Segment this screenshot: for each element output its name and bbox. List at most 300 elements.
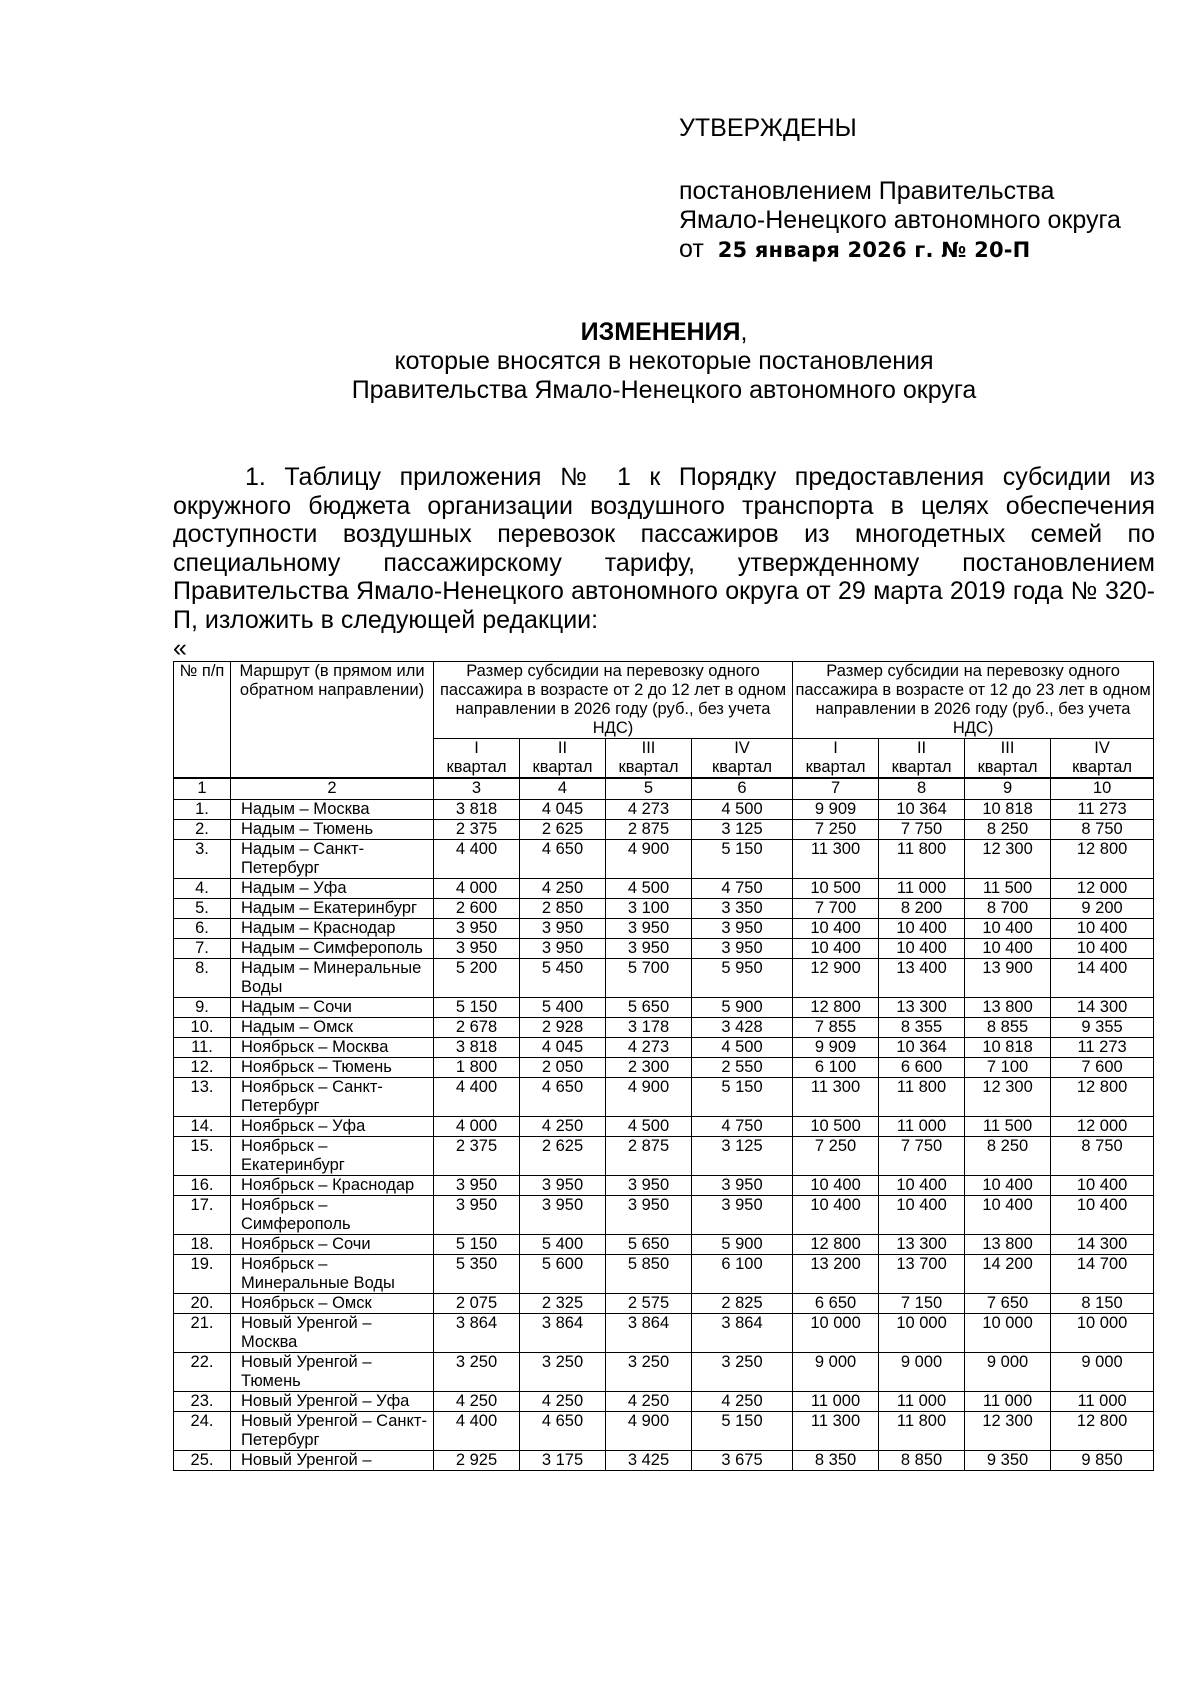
table-row bbox=[174, 1196, 1154, 1235]
row-number: 11. bbox=[174, 1038, 231, 1058]
value-cell: 3 178 bbox=[606, 1018, 692, 1038]
value-cell: 8 850 bbox=[879, 1451, 965, 1471]
table-row bbox=[174, 1353, 1154, 1392]
row-number: 19. bbox=[174, 1255, 231, 1294]
value-cell: 5 650 bbox=[606, 998, 692, 1018]
value-cell: 11 800 bbox=[879, 840, 965, 879]
value-cell: 3 350 bbox=[692, 899, 793, 919]
value-cell: 13 700 bbox=[879, 1255, 965, 1294]
value-cell: 10 500 bbox=[793, 879, 879, 899]
value-cell: 2 050 bbox=[520, 1058, 606, 1078]
value-cell: 3 950 bbox=[434, 939, 520, 959]
row-number: 6. bbox=[174, 919, 231, 939]
value-cell: 4 500 bbox=[692, 800, 793, 820]
route-cell: Надым – Екатеринбург bbox=[231, 899, 434, 919]
value-cell: 2 550 bbox=[692, 1058, 793, 1078]
column-number: 10 bbox=[1051, 778, 1154, 800]
value-cell: 12 800 bbox=[1051, 1412, 1154, 1451]
title-bold: ИЗМЕНЕНИЯ bbox=[580, 318, 741, 346]
value-cell: 10 400 bbox=[965, 1196, 1051, 1235]
column-number: 6 bbox=[692, 778, 793, 800]
value-cell: 4 750 bbox=[692, 879, 793, 899]
value-cell: 4 900 bbox=[606, 840, 692, 879]
approval-block bbox=[679, 114, 1179, 265]
title-line-2: которые вносятся в некоторые постановления bbox=[394, 347, 934, 375]
value-cell: 3 950 bbox=[606, 1176, 692, 1196]
row-number: 14. bbox=[174, 1117, 231, 1137]
row-number: 2. bbox=[174, 820, 231, 840]
route-cell: Надым – Минеральные Воды bbox=[231, 959, 434, 998]
value-cell: 10 400 bbox=[965, 919, 1051, 939]
approval-date-line bbox=[679, 235, 1179, 265]
value-cell: 10 400 bbox=[1051, 919, 1154, 939]
value-cell: 4 500 bbox=[606, 879, 692, 899]
quarter-roman: II bbox=[557, 739, 568, 757]
value-cell: 2 928 bbox=[520, 1018, 606, 1038]
value-cell: 2 925 bbox=[434, 1451, 520, 1471]
value-cell: 3 950 bbox=[520, 939, 606, 959]
value-cell: 6 600 bbox=[879, 1058, 965, 1078]
row-number: 9. bbox=[174, 998, 231, 1018]
value-cell: 7 150 bbox=[879, 1294, 965, 1314]
value-cell: 5 600 bbox=[520, 1255, 606, 1294]
route-cell: Новый Уренгой – Санкт-Петербург bbox=[231, 1412, 434, 1451]
value-cell: 2 625 bbox=[520, 820, 606, 840]
value-cell: 12 000 bbox=[1051, 879, 1154, 899]
quarter-roman: II bbox=[916, 739, 927, 757]
value-cell: 11 300 bbox=[793, 840, 879, 879]
route-cell: Новый Уренгой – bbox=[231, 1451, 434, 1471]
value-cell: 4 650 bbox=[520, 840, 606, 879]
table-row bbox=[174, 919, 1154, 939]
value-cell: 7 700 bbox=[793, 899, 879, 919]
value-cell: 10 500 bbox=[793, 1117, 879, 1137]
value-cell: 5 400 bbox=[520, 1235, 606, 1255]
value-cell: 2 375 bbox=[434, 820, 520, 840]
value-cell: 3 250 bbox=[606, 1353, 692, 1392]
value-cell: 11 300 bbox=[793, 1412, 879, 1451]
value-cell: 11 000 bbox=[793, 1392, 879, 1412]
route-cell: Ноябрьск – Краснодар bbox=[231, 1176, 434, 1196]
value-cell: 5 350 bbox=[434, 1255, 520, 1294]
route-cell: Надым – Сочи bbox=[231, 998, 434, 1018]
value-cell: 4 250 bbox=[606, 1392, 692, 1412]
row-number: 12. bbox=[174, 1058, 231, 1078]
approval-date: 25 января 2026 г. № 20-П bbox=[717, 238, 1031, 262]
value-cell: 5 150 bbox=[692, 840, 793, 879]
value-cell: 3 125 bbox=[692, 1137, 793, 1176]
value-cell: 4 750 bbox=[692, 1117, 793, 1137]
value-cell: 3 250 bbox=[434, 1353, 520, 1392]
value-cell: 14 400 bbox=[1051, 959, 1154, 998]
title-line-1 bbox=[173, 318, 1155, 347]
value-cell: 10 000 bbox=[1051, 1314, 1154, 1353]
value-cell: 11 000 bbox=[879, 879, 965, 899]
value-cell: 5 200 bbox=[434, 959, 520, 998]
quarter-header bbox=[434, 739, 520, 779]
row-number: 18. bbox=[174, 1235, 231, 1255]
column-number: 2 bbox=[231, 778, 434, 800]
value-cell: 9 000 bbox=[965, 1353, 1051, 1392]
value-cell: 4 900 bbox=[606, 1078, 692, 1117]
value-cell: 3 950 bbox=[520, 919, 606, 939]
table-row bbox=[174, 998, 1154, 1018]
header-route: Маршрут (в прямом или обратном направлении) bbox=[231, 662, 434, 779]
value-cell: 10 818 bbox=[965, 1038, 1051, 1058]
value-cell: 2 825 bbox=[692, 1294, 793, 1314]
quarter-header bbox=[793, 739, 879, 779]
value-cell: 11 273 bbox=[1051, 1038, 1154, 1058]
value-cell: 3 818 bbox=[434, 800, 520, 820]
value-cell: 9 909 bbox=[793, 800, 879, 820]
table-row bbox=[174, 1392, 1154, 1412]
value-cell: 4 500 bbox=[606, 1117, 692, 1137]
value-cell: 3 675 bbox=[692, 1451, 793, 1471]
quarter-word: квартал bbox=[446, 758, 507, 776]
value-cell: 12 800 bbox=[1051, 1078, 1154, 1117]
value-cell: 2 875 bbox=[606, 820, 692, 840]
quarter-word: квартал bbox=[1072, 758, 1133, 776]
value-cell: 11 000 bbox=[879, 1117, 965, 1137]
value-cell: 12 300 bbox=[965, 840, 1051, 879]
value-cell: 3 950 bbox=[692, 939, 793, 959]
value-cell: 10 000 bbox=[879, 1314, 965, 1353]
value-cell: 7 600 bbox=[1051, 1058, 1154, 1078]
value-cell: 3 950 bbox=[606, 919, 692, 939]
value-cell: 4 000 bbox=[434, 1117, 520, 1137]
row-number: 25. bbox=[174, 1451, 231, 1471]
value-cell: 3 818 bbox=[434, 1038, 520, 1058]
value-cell: 3 864 bbox=[606, 1314, 692, 1353]
value-cell: 9 355 bbox=[1051, 1018, 1154, 1038]
value-cell: 12 900 bbox=[793, 959, 879, 998]
value-cell: 12 300 bbox=[965, 1078, 1051, 1117]
value-cell: 13 300 bbox=[879, 998, 965, 1018]
value-cell: 11 000 bbox=[965, 1392, 1051, 1412]
value-cell: 5 900 bbox=[692, 1235, 793, 1255]
value-cell: 3 950 bbox=[692, 1176, 793, 1196]
table-row bbox=[174, 1451, 1154, 1471]
value-cell: 3 250 bbox=[692, 1353, 793, 1392]
route-cell: Ноябрьск – Омск bbox=[231, 1294, 434, 1314]
value-cell: 7 250 bbox=[793, 820, 879, 840]
route-cell: Новый Уренгой – Уфа bbox=[231, 1392, 434, 1412]
value-cell: 4 250 bbox=[520, 1392, 606, 1412]
route-cell: Надым – Омск bbox=[231, 1018, 434, 1038]
route-cell: Новый Уренгой – Тюмень bbox=[231, 1353, 434, 1392]
row-number: 22. bbox=[174, 1353, 231, 1392]
value-cell: 12 800 bbox=[1051, 840, 1154, 879]
value-cell: 3 950 bbox=[606, 1196, 692, 1235]
value-cell: 9 850 bbox=[1051, 1451, 1154, 1471]
value-cell: 10 400 bbox=[879, 939, 965, 959]
value-cell: 10 400 bbox=[793, 939, 879, 959]
row-number: 23. bbox=[174, 1392, 231, 1412]
value-cell: 8 350 bbox=[793, 1451, 879, 1471]
value-cell: 10 400 bbox=[793, 1176, 879, 1196]
route-cell: Ноябрьск – Минеральные Воды bbox=[231, 1255, 434, 1294]
value-cell: 4 400 bbox=[434, 840, 520, 879]
value-cell: 3 950 bbox=[692, 919, 793, 939]
value-cell: 9 000 bbox=[879, 1353, 965, 1392]
value-cell: 2 075 bbox=[434, 1294, 520, 1314]
value-cell: 14 700 bbox=[1051, 1255, 1154, 1294]
value-cell: 12 800 bbox=[793, 1235, 879, 1255]
row-number: 1. bbox=[174, 800, 231, 820]
value-cell: 11 300 bbox=[793, 1078, 879, 1117]
value-cell: 11 800 bbox=[879, 1078, 965, 1117]
value-cell: 10 000 bbox=[965, 1314, 1051, 1353]
value-cell: 10 000 bbox=[793, 1314, 879, 1353]
value-cell: 10 400 bbox=[965, 1176, 1051, 1196]
row-number: 5. bbox=[174, 899, 231, 919]
quarter-word: квартал bbox=[891, 758, 952, 776]
value-cell: 10 400 bbox=[793, 1196, 879, 1235]
quarter-roman: III bbox=[641, 739, 656, 757]
value-cell: 2 625 bbox=[520, 1137, 606, 1176]
value-cell: 3 950 bbox=[606, 939, 692, 959]
row-number: 24. bbox=[174, 1412, 231, 1451]
quarter-roman: I bbox=[474, 739, 479, 757]
value-cell: 5 150 bbox=[692, 1078, 793, 1117]
route-cell: Надым – Санкт-Петербург bbox=[231, 840, 434, 879]
column-number: 9 bbox=[965, 778, 1051, 800]
value-cell: 2 575 bbox=[606, 1294, 692, 1314]
value-cell: 3 428 bbox=[692, 1018, 793, 1038]
value-cell: 7 250 bbox=[793, 1137, 879, 1176]
value-cell: 8 250 bbox=[965, 820, 1051, 840]
quarter-header bbox=[692, 739, 793, 779]
value-cell: 10 364 bbox=[879, 800, 965, 820]
row-number: 10. bbox=[174, 1018, 231, 1038]
value-cell: 8 355 bbox=[879, 1018, 965, 1038]
table-row bbox=[174, 899, 1154, 919]
value-cell: 6 650 bbox=[793, 1294, 879, 1314]
header-num: № п/п bbox=[174, 662, 231, 779]
value-cell: 8 750 bbox=[1051, 1137, 1154, 1176]
value-cell: 9 909 bbox=[793, 1038, 879, 1058]
value-cell: 4 045 bbox=[520, 1038, 606, 1058]
value-cell: 14 200 bbox=[965, 1255, 1051, 1294]
value-cell: 4 400 bbox=[434, 1412, 520, 1451]
value-cell: 12 800 bbox=[793, 998, 879, 1018]
value-cell: 4 400 bbox=[434, 1078, 520, 1117]
value-cell: 8 200 bbox=[879, 899, 965, 919]
column-number: 7 bbox=[793, 778, 879, 800]
table-row bbox=[174, 1176, 1154, 1196]
table-row bbox=[174, 1117, 1154, 1137]
value-cell: 3 864 bbox=[692, 1314, 793, 1353]
row-number: 8. bbox=[174, 959, 231, 998]
value-cell: 11 273 bbox=[1051, 800, 1154, 820]
value-cell: 4 250 bbox=[434, 1392, 520, 1412]
value-cell: 13 800 bbox=[965, 998, 1051, 1018]
value-cell: 10 400 bbox=[793, 919, 879, 939]
value-cell: 4 650 bbox=[520, 1078, 606, 1117]
route-cell: Ноябрьск – Москва bbox=[231, 1038, 434, 1058]
table-row bbox=[174, 800, 1154, 820]
quarter-word: квартал bbox=[618, 758, 679, 776]
column-number: 8 bbox=[879, 778, 965, 800]
value-cell: 5 150 bbox=[434, 998, 520, 1018]
route-cell: Ноябрьск – Екатеринбург bbox=[231, 1137, 434, 1176]
quarter-header bbox=[1051, 739, 1154, 779]
quarter-roman: IV bbox=[1094, 739, 1110, 757]
value-cell: 2 678 bbox=[434, 1018, 520, 1038]
value-cell: 3 125 bbox=[692, 820, 793, 840]
value-cell: 3 950 bbox=[520, 1176, 606, 1196]
value-cell: 4 250 bbox=[692, 1392, 793, 1412]
value-cell: 11 500 bbox=[965, 1117, 1051, 1137]
value-cell: 13 900 bbox=[965, 959, 1051, 998]
column-number: 3 bbox=[434, 778, 520, 800]
value-cell: 4 500 bbox=[692, 1038, 793, 1058]
table-row bbox=[174, 1038, 1154, 1058]
value-cell: 5 400 bbox=[520, 998, 606, 1018]
table-row bbox=[174, 1314, 1154, 1353]
value-cell: 7 650 bbox=[965, 1294, 1051, 1314]
value-cell: 7 750 bbox=[879, 820, 965, 840]
value-cell: 3 175 bbox=[520, 1451, 606, 1471]
table-row bbox=[174, 1235, 1154, 1255]
opening-quote: « bbox=[173, 634, 187, 662]
quarter-header bbox=[879, 739, 965, 779]
row-number: 7. bbox=[174, 939, 231, 959]
table-row bbox=[174, 1412, 1154, 1451]
value-cell: 5 150 bbox=[692, 1412, 793, 1451]
value-cell: 7 100 bbox=[965, 1058, 1051, 1078]
value-cell: 10 400 bbox=[879, 1176, 965, 1196]
approval-line-2: Ямало-Ненецкого автономного округа bbox=[679, 206, 1121, 234]
value-cell: 5 900 bbox=[692, 998, 793, 1018]
value-cell: 5 150 bbox=[434, 1235, 520, 1255]
value-cell: 8 700 bbox=[965, 899, 1051, 919]
row-number: 16. bbox=[174, 1176, 231, 1196]
value-cell: 10 400 bbox=[879, 919, 965, 939]
value-cell: 13 400 bbox=[879, 959, 965, 998]
value-cell: 10 400 bbox=[879, 1196, 965, 1235]
title-line-3: Правительства Ямало-Ненецкого автономного округа bbox=[351, 376, 977, 404]
value-cell: 8 750 bbox=[1051, 820, 1154, 840]
table-row bbox=[174, 879, 1154, 899]
column-number: 5 bbox=[606, 778, 692, 800]
value-cell: 10 818 bbox=[965, 800, 1051, 820]
approval-line-1: постановлением Правительства bbox=[679, 177, 1055, 205]
table-row bbox=[174, 1137, 1154, 1176]
quarter-roman: IV bbox=[734, 739, 750, 757]
value-cell: 10 400 bbox=[1051, 1196, 1154, 1235]
value-cell: 10 400 bbox=[1051, 939, 1154, 959]
value-cell: 4 045 bbox=[520, 800, 606, 820]
route-cell: Надым – Москва bbox=[231, 800, 434, 820]
quarter-roman: III bbox=[1000, 739, 1015, 757]
value-cell: 8 150 bbox=[1051, 1294, 1154, 1314]
quarter-roman: I bbox=[833, 739, 838, 757]
value-cell: 5 700 bbox=[606, 959, 692, 998]
value-cell: 6 100 bbox=[793, 1058, 879, 1078]
value-cell: 8 250 bbox=[965, 1137, 1051, 1176]
value-cell: 10 400 bbox=[1051, 1176, 1154, 1196]
value-cell: 10 364 bbox=[879, 1038, 965, 1058]
value-cell: 8 855 bbox=[965, 1018, 1051, 1038]
value-cell: 5 450 bbox=[520, 959, 606, 998]
table-row bbox=[174, 1255, 1154, 1294]
value-cell: 2 875 bbox=[606, 1137, 692, 1176]
route-cell: Надым – Краснодар bbox=[231, 919, 434, 939]
value-cell: 9 200 bbox=[1051, 899, 1154, 919]
value-cell: 13 200 bbox=[793, 1255, 879, 1294]
table-row bbox=[174, 1078, 1154, 1117]
value-cell: 2 325 bbox=[520, 1294, 606, 1314]
value-cell: 7 855 bbox=[793, 1018, 879, 1038]
value-cell: 5 950 bbox=[692, 959, 793, 998]
value-cell: 4 273 bbox=[606, 1038, 692, 1058]
value-cell: 11 000 bbox=[879, 1392, 965, 1412]
value-cell: 4 900 bbox=[606, 1412, 692, 1451]
route-cell: Ноябрьск – Уфа bbox=[231, 1117, 434, 1137]
value-cell: 3 425 bbox=[606, 1451, 692, 1471]
row-number: 17. bbox=[174, 1196, 231, 1235]
row-number: 3. bbox=[174, 840, 231, 879]
quarter-word: квартал bbox=[805, 758, 866, 776]
header-group-12-23: Размер субсидии на перевозку одного пассажира в возрасте от 12 до 23 лет в одном направлении в 2026 году (руб., без учета НДС) bbox=[793, 662, 1154, 739]
value-cell: 3 864 bbox=[434, 1314, 520, 1353]
value-cell: 13 800 bbox=[965, 1235, 1051, 1255]
row-number: 4. bbox=[174, 879, 231, 899]
value-cell: 3 950 bbox=[434, 1196, 520, 1235]
quarter-word: квартал bbox=[977, 758, 1038, 776]
header-group-2-12: Размер субсидии на перевозку одного пассажира в возрасте от 2 до 12 лет в одном направлении в 2026 году (руб., без учета НДС) bbox=[434, 662, 793, 739]
subsidy-table bbox=[173, 661, 1154, 1471]
value-cell: 2 300 bbox=[606, 1058, 692, 1078]
value-cell: 9 000 bbox=[793, 1353, 879, 1392]
table-row bbox=[174, 1018, 1154, 1038]
value-cell: 1 800 bbox=[434, 1058, 520, 1078]
route-cell: Надым – Уфа bbox=[231, 879, 434, 899]
route-cell: Новый Уренгой – Москва bbox=[231, 1314, 434, 1353]
value-cell: 5 650 bbox=[606, 1235, 692, 1255]
value-cell: 4 250 bbox=[520, 879, 606, 899]
table-row bbox=[174, 959, 1154, 998]
paragraph-1: 1. Таблицу приложения № 1 к Порядку предоставления субсидии из окружного бюджета организации воздушного транспорта в целях обеспечения доступности воздушных перевозок пассажиров из многодетных семей по специальному пассажирскому тарифу, утвержденному постановлением Правительства Ямало-Ненецкого автономного округа от 29 марта 2019 года № 320-П, изложить в следующей редакции: bbox=[173, 463, 1155, 634]
route-cell: Ноябрьск – Санкт-Петербург bbox=[231, 1078, 434, 1117]
quarter-header bbox=[520, 739, 606, 779]
value-cell: 9 350 bbox=[965, 1451, 1051, 1471]
value-cell: 3 250 bbox=[520, 1353, 606, 1392]
column-number: 1 bbox=[174, 778, 231, 800]
row-number: 21. bbox=[174, 1314, 231, 1353]
quarter-word: квартал bbox=[712, 758, 772, 776]
value-cell: 4 273 bbox=[606, 800, 692, 820]
value-cell: 10 400 bbox=[965, 939, 1051, 959]
value-cell: 3 950 bbox=[434, 919, 520, 939]
row-number: 15. bbox=[174, 1137, 231, 1176]
route-cell: Ноябрьск – Симферополь bbox=[231, 1196, 434, 1235]
value-cell: 4 000 bbox=[434, 879, 520, 899]
table-row bbox=[174, 820, 1154, 840]
approval-from-label: от bbox=[679, 235, 704, 263]
title-comma: , bbox=[740, 318, 748, 346]
value-cell: 4 650 bbox=[520, 1412, 606, 1451]
value-cell: 4 250 bbox=[520, 1117, 606, 1137]
value-cell: 3 950 bbox=[692, 1196, 793, 1235]
value-cell: 2 375 bbox=[434, 1137, 520, 1176]
value-cell: 11 500 bbox=[965, 879, 1051, 899]
table-row bbox=[174, 840, 1154, 879]
route-cell: Ноябрьск – Сочи bbox=[231, 1235, 434, 1255]
value-cell: 13 300 bbox=[879, 1235, 965, 1255]
table-row bbox=[174, 1294, 1154, 1314]
